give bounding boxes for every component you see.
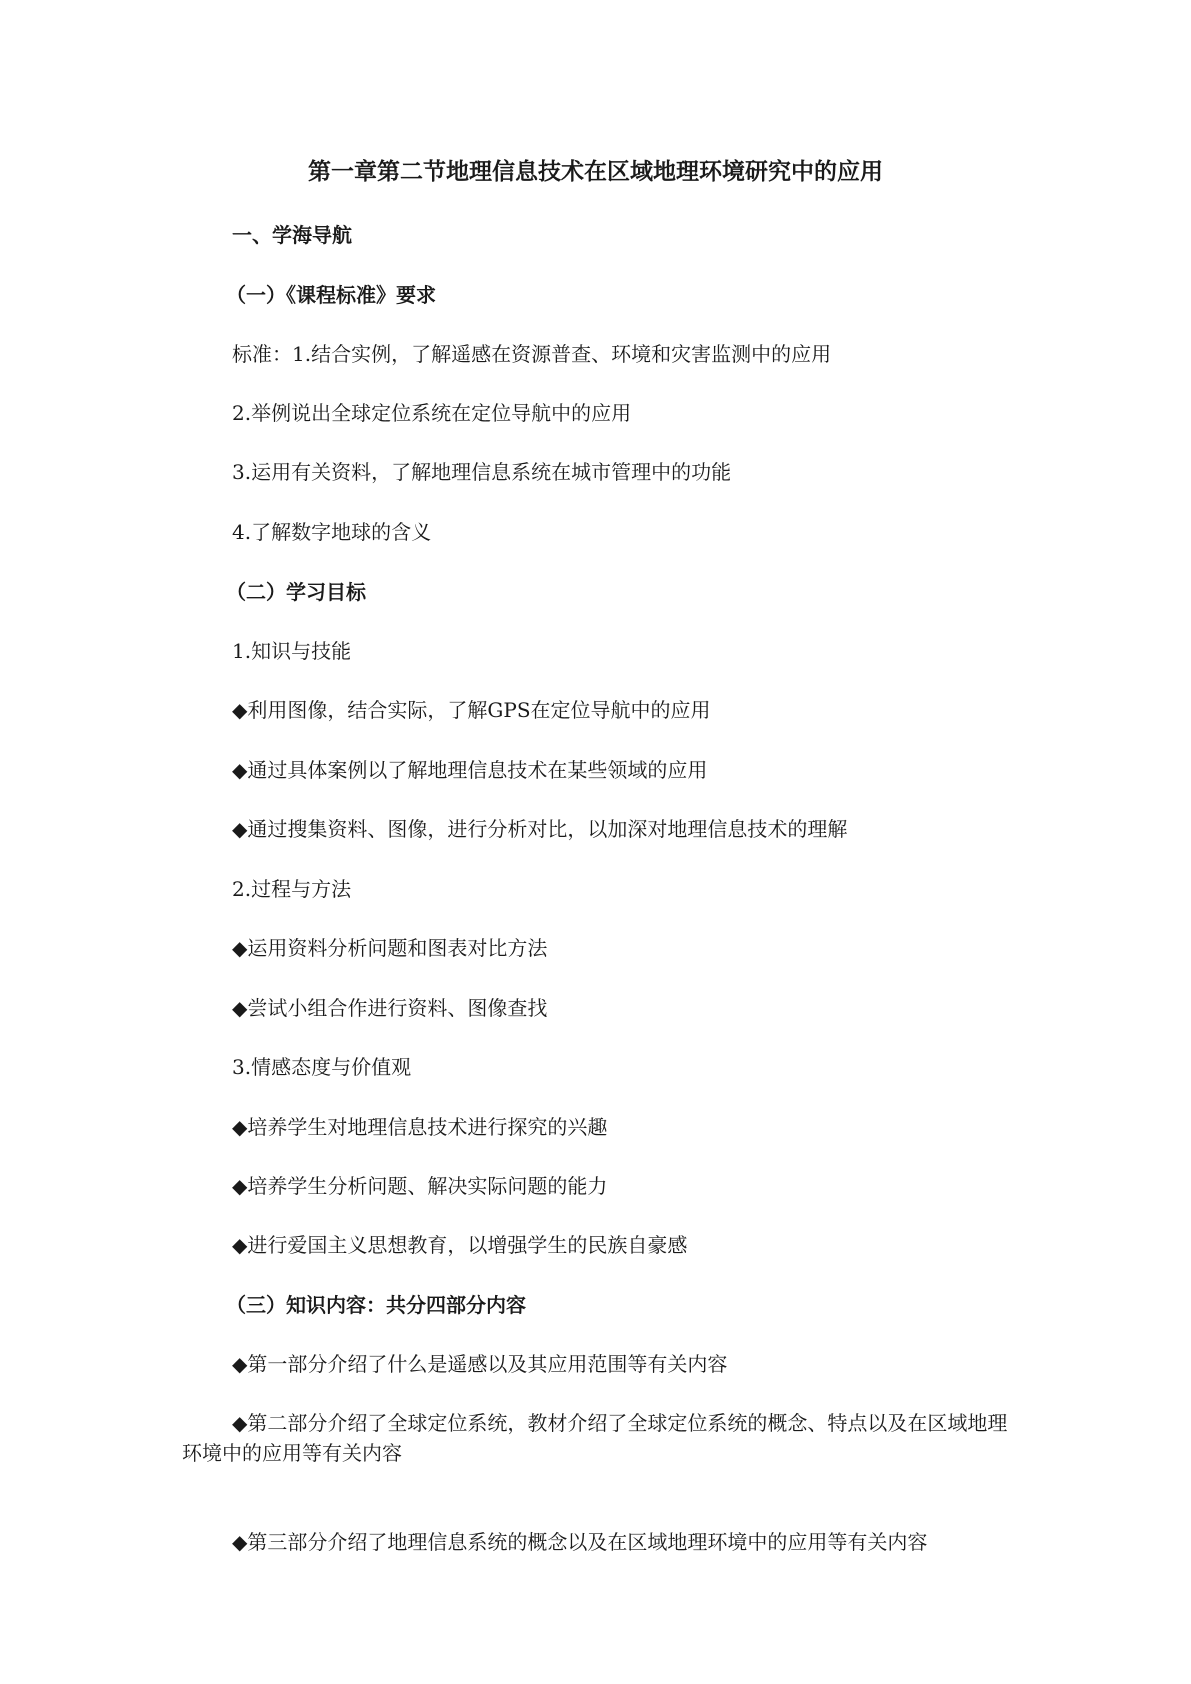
subsection-heading-standards: （一）《课程标准》要求 bbox=[226, 283, 436, 307]
goal-group-title-2: 2.过程与方法 bbox=[232, 877, 352, 901]
standard-item-4: 4.了解数字地球的含义 bbox=[232, 520, 432, 544]
goal-item: ◆运用资料分析问题和图表对比方法 bbox=[232, 936, 548, 960]
goal-item: ◆利用图像，结合实际，了解GPS在定位导航中的应用 bbox=[232, 698, 711, 722]
goal-item: ◆进行爱国主义思想教育，以增强学生的民族自豪感 bbox=[232, 1233, 688, 1257]
goal-item: ◆通过搜集资料、图像，进行分析对比，以加深对地理信息技术的理解 bbox=[232, 817, 848, 841]
content-item: ◆第二部分介绍了全球定位系统，教材介绍了全球定位系统的概念、特点以及在区域地理环境中的应用等有关内容 bbox=[182, 1411, 1008, 1465]
subsection-heading-content: （三）知识内容：共分四部分内容 bbox=[226, 1293, 526, 1317]
page-title: 第一章第二节地理信息技术在区域地理环境研究中的应用 bbox=[308, 159, 883, 185]
standard-item-2: 2.举例说出全球定位系统在定位导航中的应用 bbox=[232, 401, 632, 425]
standard-item-1: 标准：1.结合实例，了解遥感在资源普查、环境和灾害监测中的应用 bbox=[232, 342, 832, 366]
goal-group-title-1: 1.知识与技能 bbox=[232, 639, 352, 663]
goal-item: ◆培养学生对地理信息技术进行探究的兴趣 bbox=[232, 1115, 608, 1139]
subsection-heading-goals: （二）学习目标 bbox=[226, 580, 366, 604]
section-heading-guide: 一、学海导航 bbox=[232, 223, 352, 247]
content-item: ◆第一部分介绍了什么是遥感以及其应用范围等有关内容 bbox=[232, 1352, 728, 1376]
goal-item: ◆通过具体案例以了解地理信息技术在某些领域的应用 bbox=[232, 758, 708, 782]
goal-group-title-3: 3.情感态度与价值观 bbox=[232, 1055, 412, 1079]
goal-item: ◆尝试小组合作进行资料、图像查找 bbox=[232, 996, 548, 1020]
goal-item: ◆培养学生分析问题、解决实际问题的能力 bbox=[232, 1174, 608, 1198]
content-item: ◆第三部分介绍了地理信息系统的概念以及在区域地理环境中的应用等有关内容 bbox=[232, 1530, 928, 1554]
standard-item-3: 3.运用有关资料，了解地理信息系统在城市管理中的功能 bbox=[232, 460, 732, 484]
